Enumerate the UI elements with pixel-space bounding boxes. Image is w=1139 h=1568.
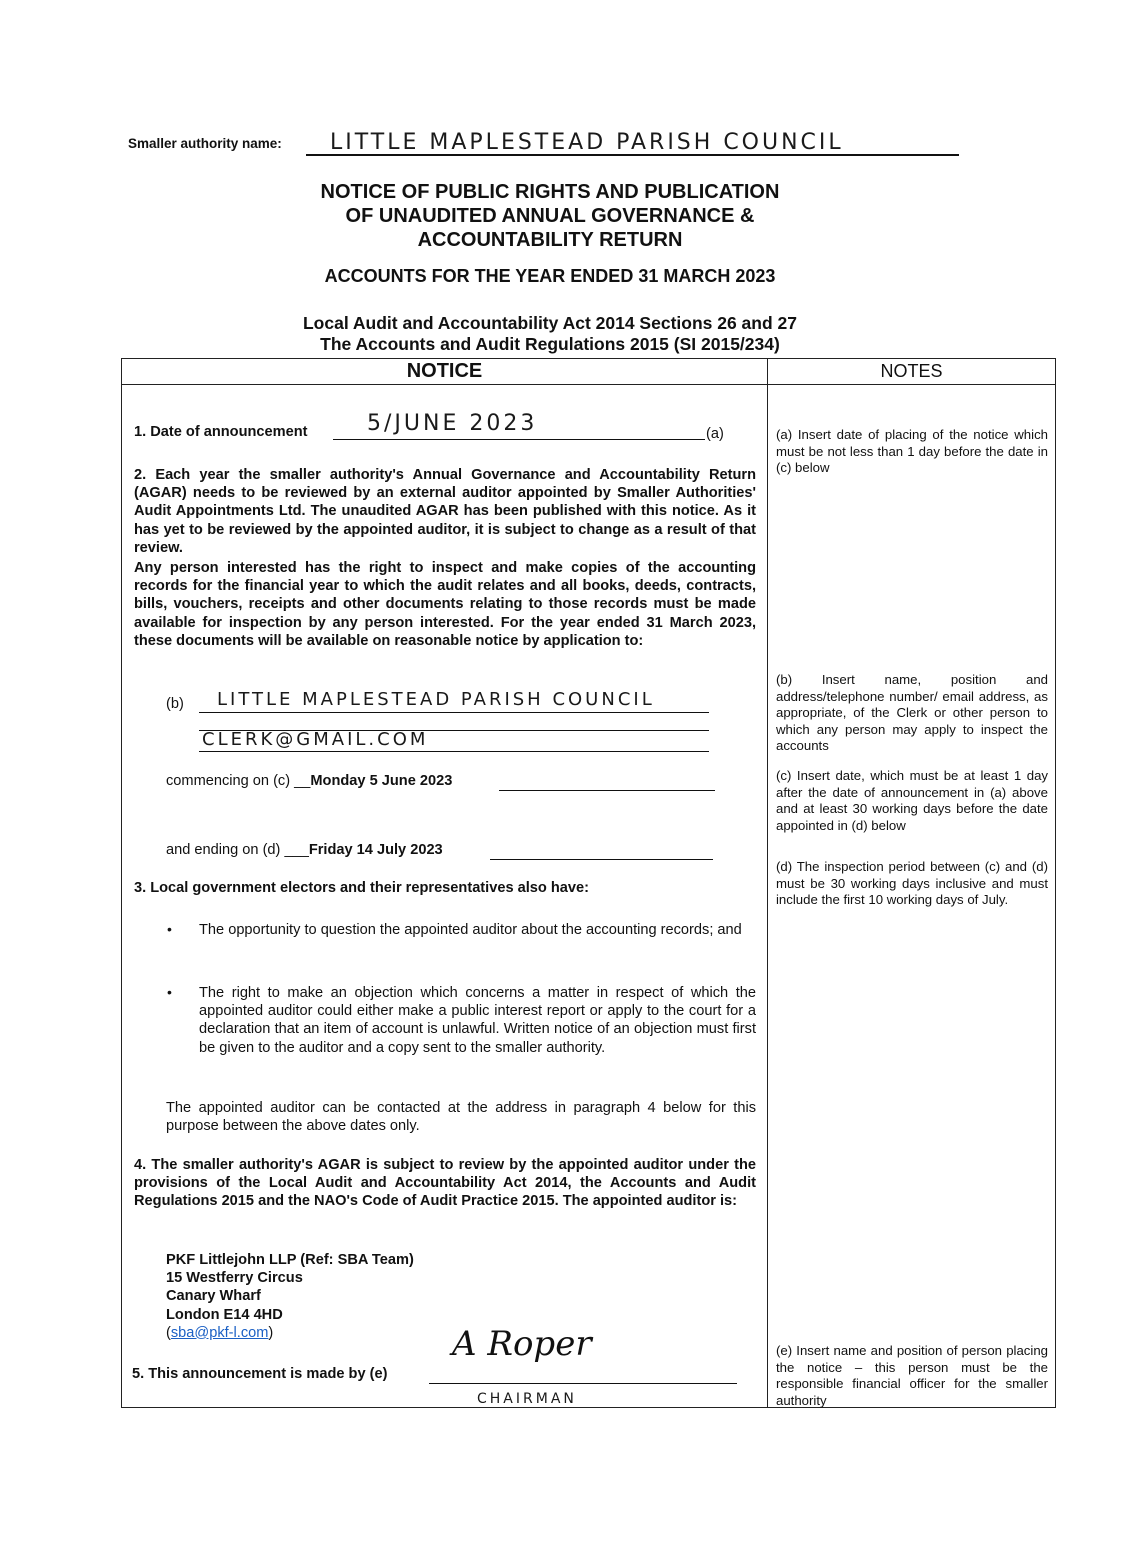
section-5-label: 5. This announcement is made by (e) xyxy=(132,1366,388,1382)
bullet-icon: • xyxy=(167,921,172,937)
ending-label: and ending on (d) ___ xyxy=(166,842,309,858)
announcement-date-value: 5/JUNE 2023 xyxy=(367,411,538,436)
announcer-signature-field[interactable] xyxy=(429,1366,737,1384)
paren-close: ) xyxy=(268,1324,274,1341)
auditor-address-3: London E14 4HD xyxy=(166,1306,283,1323)
notice-table xyxy=(121,358,1056,1408)
ending-date-value: Friday 14 July 2023 xyxy=(308,842,443,858)
document-title xyxy=(150,180,950,252)
authority-name-label: Smaller authority name: xyxy=(128,136,282,151)
legislation-line-1: Local Audit and Accountability Act 2014 Sections 26 and 27 xyxy=(302,313,798,333)
signature: A Roper xyxy=(452,1324,592,1364)
note-e: (e) Insert name and position of person placing the notice – this person must be the responsible financial officer for the smaller authority xyxy=(776,1343,1048,1408)
notice-column-header: NOTICE xyxy=(406,360,483,382)
document-subtitle: ACCOUNTS FOR THE YEAR ENDED 31 MARCH 2023 xyxy=(324,266,776,286)
announcer-position: CHAIRMAN xyxy=(477,1391,577,1407)
auditor-address-2: Canary Wharf xyxy=(166,1288,261,1305)
title-line-1: NOTICE OF PUBLIC RIGHTS AND PUBLICATION xyxy=(320,181,780,203)
authority-name-value: LITTLE MAPLESTEAD PARISH COUNCIL xyxy=(330,130,844,155)
note-ref-b: (b) xyxy=(166,696,184,712)
note-b: (b) Insert name, position and address/telephone number/ email address, as appropriate, of the Clerk or other person to which any person may apply to inspect the accounts xyxy=(776,672,1048,753)
note-a: (a) Insert date of placing of the notice which must be not less than 1 day before the date in (c) below xyxy=(776,427,1048,475)
commencing-date-value: Monday 5 June 2023 xyxy=(310,773,453,789)
section-4-text: 4. The smaller authority's AGAR is subject to review by the appointed auditor under the provisions of the Local Audit and Accountability Act 2014, the Accounts and Audit Regulations 2015 and the NAO's Code of Audit Practice 2015. The appointed auditor is: xyxy=(134,1157,756,1210)
note-ref-a: (a) xyxy=(706,426,724,442)
section-3-footer: The appointed auditor can be contacted at the address in paragraph 4 below for this purpose between the above dates only. xyxy=(166,1100,756,1135)
column-divider xyxy=(767,359,768,1407)
contact-line-2-value: CLERK@GMAIL.COM xyxy=(202,729,429,750)
section-2-paragraph-2: Any person interested has the right to inspect and make copies of the accounting records for the financial year to which the audit relates and all books, deeds, contracts, bills, vouchers, receipts and other documents relating to those records must be made available for inspection by any person interested. For the year ended 31 March 2023, these documents will be available on reasonable notice by application to: xyxy=(134,560,756,649)
bullet-icon: • xyxy=(167,984,172,1000)
section-2-paragraph-1: 2. Each year the smaller authority's Annual Governance and Accountability Return (AGAR) needs to be reviewed by an external auditor appointed by Smaller Authorities' Audit Appointments Ltd. The unaudited AGAR has been published with this notice. As it has yet to be reviewed by the appointed auditor, it is subject to change as a result of that review. xyxy=(134,467,756,556)
section-3-heading: 3. Local government electors and their representatives also have: xyxy=(134,880,590,896)
paren-open: ( xyxy=(166,1324,171,1341)
header-divider xyxy=(122,384,1055,385)
note-c: (c) Insert date, which must be at least 1 day after the date of announcement in (a) above and at least 30 working days before the date appointed in (d) below xyxy=(776,768,1048,833)
auditor-email-link[interactable]: sba@pkf-l.com xyxy=(170,1324,269,1341)
title-line-3: ACCOUNTABILITY RETURN xyxy=(417,229,683,251)
legislation-reference xyxy=(150,313,950,355)
section-1-label: 1. Date of announcement xyxy=(134,424,308,440)
auditor-name: PKF Littlejohn LLP (Ref: SBA Team) xyxy=(166,1252,414,1268)
commencing-date-field[interactable] xyxy=(499,773,715,791)
section-3-bullet-2: The right to make an objection which concerns a matter in respect of which the appointed auditor could either make a public interest report or apply to the court for a declaration that an item of account is unlawful. Written notice of an objection must first be given to the auditor and a copy sent to the smaller authority. xyxy=(199,985,756,1056)
note-d: (d) The inspection period between (c) and (d) must be 30 working days inclusive and must include the first 10 working days of July. xyxy=(776,859,1048,907)
commencing-row xyxy=(166,772,452,790)
auditor-address-1: 15 Westferry Circus xyxy=(166,1270,303,1287)
legislation-line-2: The Accounts and Audit Regulations 2015 (SI 2015/234) xyxy=(320,334,780,354)
commencing-label: commencing on (c) __ xyxy=(166,773,311,789)
title-line-2: OF UNAUDITED ANNUAL GOVERNANCE & xyxy=(345,205,755,227)
section-3-bullet-1: The opportunity to question the appointed auditor about the accounting records; and xyxy=(199,922,742,938)
notes-column-header: NOTES xyxy=(880,361,943,381)
contact-line-1-value: LITTLE MAPLESTEAD PARISH COUNCIL xyxy=(217,689,655,710)
ending-row xyxy=(166,841,443,859)
ending-date-field[interactable] xyxy=(490,842,713,860)
